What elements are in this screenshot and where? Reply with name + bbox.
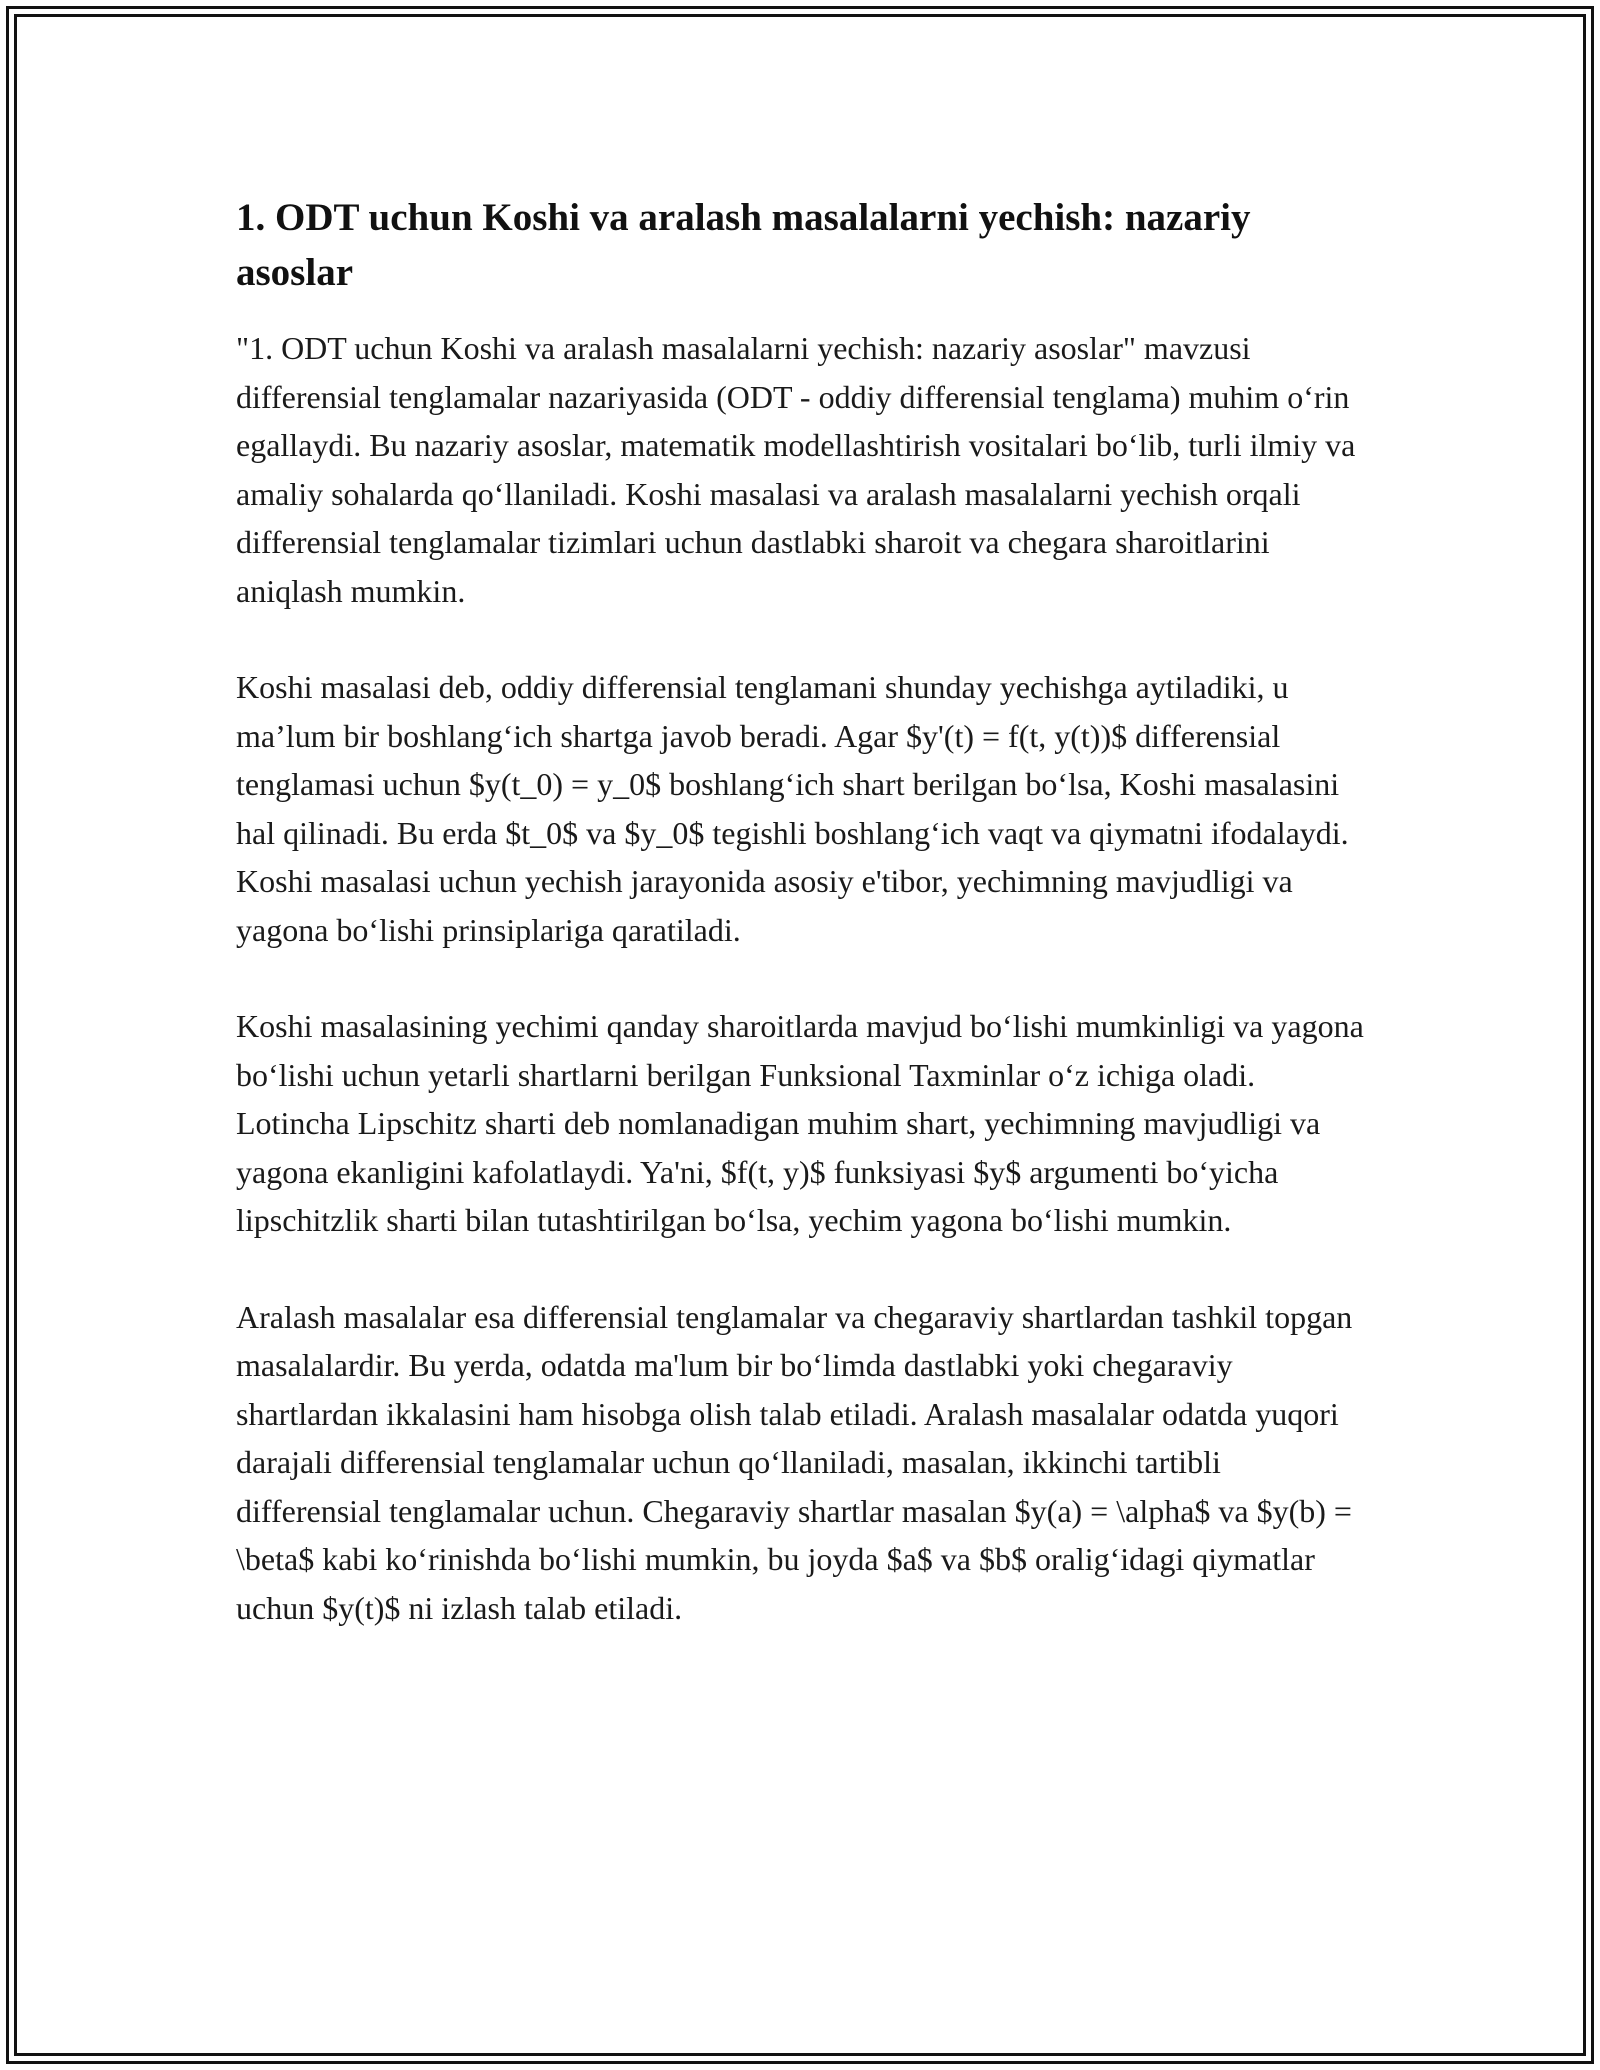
paragraph-cauchy-problem: Koshi masalasi deb, oddiy differensial tenglamani shunday yechishga aytiladiki, u ma’lum bir boshlang‘ich shartga javob beradi. Agar $y'(t) = f(t, y(t))$ differensial tenglamasi uchun $y(t_0) = y_0$ boshlang‘ich shart berilgan bo‘lsa, Koshi masalasini hal qilinadi. Bu erda $t_0$ va $y_0$ tegishli boshlang‘ich vaqt va qiymatni ifodalaydi. Koshi masalasi uchun yechish jarayonida asosiy e'tibor, yechimning mavjudligi va yagona bo‘lishi prinsiplariga qaratiladi. [236,669,1349,948]
paragraph-existence-uniqueness: Koshi masalasining yechimi qanday sharoitlarda mavjud bo‘lishi mumkinligi va yagona bo‘lishi uchun yetarli shartlarni berilgan Funksional Taxminlar o‘z ichiga oladi. Lotincha Lipschitz sharti deb nomlanadigan muhim shart, yechimning mavjudligi va yagona ekanligini kafolatlaydi. Ya'ni, $f(t, y)$ funksiyasi $y$ argumenti bo‘yicha lipschitzlik sharti bilan tutashtirilgan bo‘lsa, yechim yagona bo‘lishi mumkin. [236,1008,1364,1238]
document-body [236,190,1366,1680]
paragraph-intro: "1. ODT uchun Koshi va aralash masalalarni yechish: nazariy asoslar" mavzusi differensial tenglamalar nazariyasida (ODT - oddiy differensial tenglama) muhim o‘rin egallaydi. Bu nazariy asoslar, matematik modellashtirish vositalari bo‘lib, turli ilmiy va amaliy sohalarda qo‘llaniladi. Koshi masalasi va aralash masalalarni yechish orqali differensial tenglamalar tizimlari uchun dastlabki sharoit va chegara sharoitlarini aniqlash mumkin. [236,330,1356,609]
document-title: 1. ODT uchun Koshi va aralash masalalarni yechish: nazariy asoslar [236,196,1251,294]
paragraph-mixed-problems: Aralash masalalar esa differensial tenglamalar va chegaraviy shartlardan tashkil topgan masalalardir. Bu yerda, odatda ma'lum bir bo‘limda dastlabki yoki chegaraviy shartlardan ikkalasini ham hisobga olish talab etiladi. Aralash masalalar odatda yuqori darajali differensial tenglamalar uchun qo‘llaniladi, masalan, ikkinchi tartibli differensial tenglamalar uchun. Chegaraviy shartlar masalan $y(a) = \alpha$ va $y(b) = \beta$ kabi ko‘rinishda bo‘lishi mumkin, bu joyda $a$ va $b$ oralig‘idagi qiymatlar uchun $y(t)$ ni izlash talab etiladi. [236,1298,1353,1626]
